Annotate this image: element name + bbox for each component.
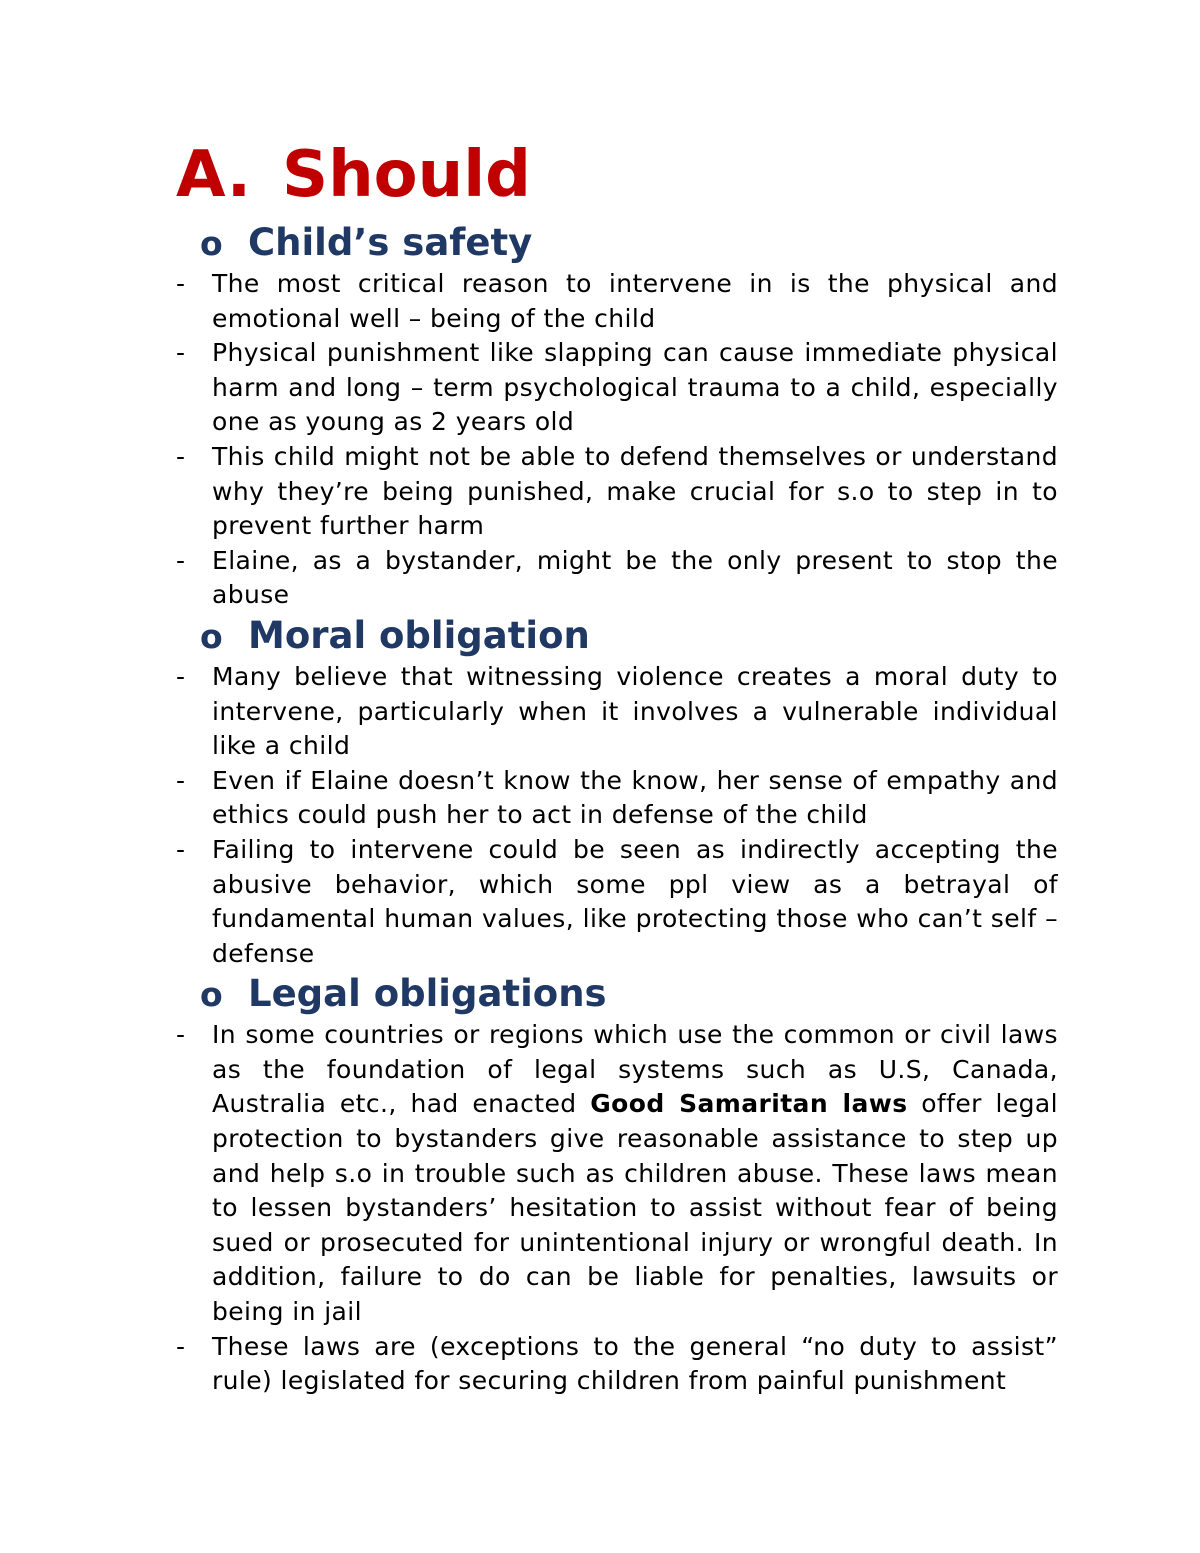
list-item: - Even if Elaine doesn’t know the know, her sense of empathy and ethics could push her to act in defense of the child (176, 765, 1058, 830)
dash-marker: - (176, 1020, 186, 1050)
section-heading-childs-safety (176, 220, 1058, 267)
list-item: - Failing to intervene could be seen as indirectly accepting the abusive behavior, which some ppl view as a betrayal of fundamental human values, like protecting those who can’t self – defense (176, 834, 1058, 968)
section-heading-legal-obligations (176, 971, 1058, 1018)
list-childs-safety (176, 267, 1058, 613)
list-item: - Many believe that witnessing violence creates a moral duty to intervene, particularly when it involves a vulnerable individual like a child (176, 661, 1058, 761)
list-item: - Physical punishment like slapping can cause immediate physical harm and long – term psychological trauma to a child, especially one as young as 2 years old (176, 338, 1058, 437)
list-legal-obligations (176, 1018, 1058, 1399)
section-heading-moral-obligation (176, 613, 1058, 660)
section-bullet: o (200, 975, 223, 1015)
section-title: Moral obligation (248, 613, 590, 657)
list-item: - Elaine, as a bystander, might be the only present to stop the abuse (176, 545, 1058, 610)
dash-marker: - (176, 338, 186, 368)
list-item (176, 1018, 1058, 1329)
list-item: - This child might not be able to defend themselves or understand why they’re being punished, make crucial for s.o to step in to prevent further harm (176, 441, 1058, 541)
list-item: - The most critical reason to intervene in is the physical and emotional well – being of the child (176, 269, 1058, 333)
dash-marker: - (176, 765, 186, 795)
dash-marker: - (176, 441, 186, 471)
main-heading-text: Should (282, 138, 531, 212)
dash-marker: - (176, 269, 186, 298)
document-page (176, 130, 1058, 1399)
section-title: Child’s safety (248, 221, 533, 264)
section-title: Legal obligations (248, 972, 607, 1016)
section-bullet: o (200, 616, 223, 656)
list-moral-obligation (176, 660, 1058, 971)
item-text-after: offer legal protection to bystanders give reasonable assistance to step up and help s.o in trouble such as children abuse. These laws mean to lessen bystanders’ hesitation to assist without fear of being sued or prosecuted for unintentional injury or wrongful death. In addition, failure to do can be liable for penalties, lawsuits or being in jail (212, 1089, 1058, 1327)
main-heading (176, 130, 1058, 220)
dash-marker: - (176, 834, 186, 864)
item-text-before: In some countries or regions which use the common or civil laws as the foundation of legal systems such as U.S, Canada, Australia etc., had enacted (212, 1020, 1058, 1119)
list-item: - These laws are (exceptions to the general “no duty to assist” rule) legislated for securing children from painful punishment (176, 1331, 1058, 1396)
good-samaritan-laws-term: Good Samaritan laws (590, 1089, 908, 1119)
main-heading-letter: A. (176, 138, 252, 212)
dash-marker: - (176, 1331, 186, 1361)
dash-marker: - (176, 545, 186, 575)
dash-marker: - (176, 661, 186, 691)
section-bullet: o (200, 224, 223, 263)
